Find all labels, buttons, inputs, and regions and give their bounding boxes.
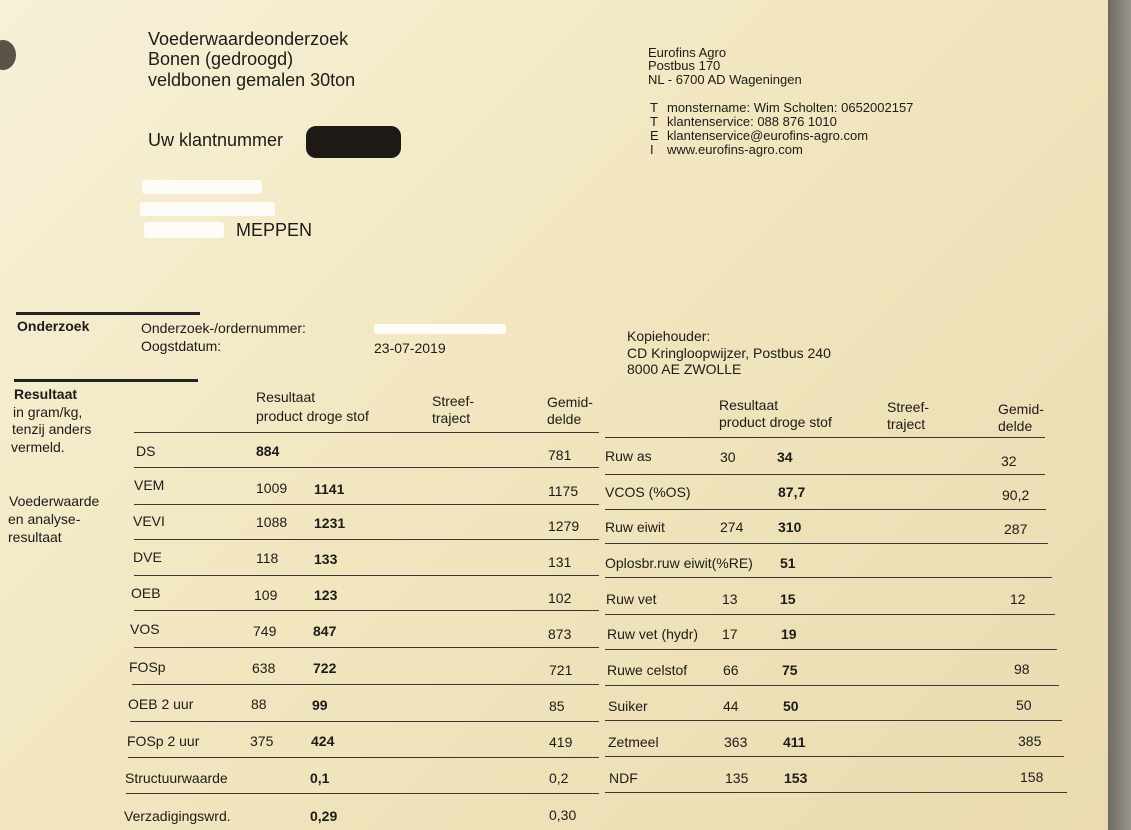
harvest-date-label: Oogstdatum: <box>141 338 222 354</box>
average-value: 873 <box>548 626 572 642</box>
ds-value: 15 <box>780 591 796 607</box>
contact-prefix: E <box>650 128 659 143</box>
product-value: 30 <box>720 449 736 465</box>
ds-value: 424 <box>311 733 335 749</box>
product-value: 44 <box>723 698 739 714</box>
average-value: 158 <box>1020 769 1044 785</box>
analysis-name: Oplosbr.ruw eiwit(%RE) <box>605 555 753 571</box>
col-header-resultaat: Resultaat <box>256 389 316 405</box>
customer-number-label: Uw klantnummer <box>148 130 284 150</box>
row-rule <box>134 504 599 505</box>
analysis-name: Ruw as <box>605 448 652 464</box>
row-rule <box>134 647 599 648</box>
address-redaction-2 <box>140 202 275 216</box>
lab-address: NL - 6700 AD Wageningen <box>648 72 802 87</box>
average-value: 12 <box>1010 591 1026 607</box>
analysis-name: DS <box>136 443 156 459</box>
col-header-delde: delde <box>998 418 1033 434</box>
product-value: 66 <box>723 662 739 678</box>
ds-value: 51 <box>780 555 796 571</box>
analysis-name: Ruwe celstof <box>607 662 688 678</box>
resultaat-label: Resultaat <box>14 386 78 402</box>
ds-value: 884 <box>256 443 280 459</box>
col-header-delde: delde <box>547 411 582 427</box>
row-rule <box>605 756 1064 757</box>
ds-value: 1141 <box>314 481 345 497</box>
ds-value: 75 <box>782 662 798 678</box>
ds-value: 1231 <box>314 515 346 531</box>
sample-description: veldbonen gemalen 30ton <box>148 70 356 90</box>
average-value: 1279 <box>548 518 580 534</box>
ds-value: 0,29 <box>310 808 338 824</box>
average-value: 85 <box>549 698 565 714</box>
ds-value: 411 <box>783 734 806 750</box>
contact-prefix: T <box>650 114 658 129</box>
ds-value: 153 <box>784 770 808 786</box>
row-rule <box>128 757 599 758</box>
analysis-name: Ruw vet (hydr) <box>607 626 699 642</box>
onderzoek-label: Onderzoek <box>17 318 90 334</box>
analysis-name: Ruw vet <box>606 591 657 607</box>
unit-note: tenzij anders <box>12 421 92 437</box>
product-value: 118 <box>256 550 279 566</box>
col-header-streef: Streef- <box>887 399 930 415</box>
row-rule <box>605 685 1059 686</box>
contact-email: klantenservice@eurofins-agro.com <box>667 128 869 143</box>
contact-sampling: monstername: Wim Scholten: 0652002157 <box>667 100 914 115</box>
row-rule <box>605 543 1048 544</box>
product-value: 749 <box>253 623 277 639</box>
ds-value: 0,1 <box>310 770 330 786</box>
ds-value: 310 <box>778 519 802 535</box>
row-rule <box>134 467 599 468</box>
product-value: 13 <box>722 591 738 607</box>
product-value: 17 <box>722 626 738 642</box>
row-rule <box>605 577 1052 578</box>
unit-note: vermeld. <box>11 439 65 455</box>
analysis-name: VEVI <box>133 513 165 529</box>
average-value: 50 <box>1016 697 1032 713</box>
product-value: 1009 <box>256 480 288 496</box>
side-label: en analyse- <box>8 511 81 527</box>
header-rule <box>134 432 599 433</box>
average-value: 32 <box>1001 453 1017 469</box>
col-header-streef: Streef- <box>432 393 475 409</box>
average-value: 0,30 <box>549 807 577 823</box>
average-value: 1175 <box>548 483 579 499</box>
average-value: 131 <box>548 554 572 570</box>
side-label: resultaat <box>8 529 62 545</box>
analysis-name: FOSp <box>129 659 166 675</box>
ds-value: 99 <box>312 697 328 713</box>
contact-website: www.eurofins-agro.com <box>667 142 803 157</box>
row-rule <box>605 614 1055 615</box>
report-title: Voederwaardeonderzoek <box>148 29 349 49</box>
section-rule <box>16 312 200 315</box>
contact-service-phone: klantenservice: 088 876 1010 <box>667 114 837 129</box>
analysis-name: OEB <box>131 585 161 601</box>
analysis-name: Ruw eiwit <box>605 519 665 535</box>
average-value: 287 <box>1004 521 1028 537</box>
average-value: 0,2 <box>549 770 569 786</box>
row-rule <box>605 474 1045 475</box>
harvest-date: 23-07-2019 <box>374 340 446 356</box>
product-value: 363 <box>724 734 748 750</box>
row-rule <box>134 610 599 611</box>
analysis-name: Verzadigingswrd. <box>124 808 231 824</box>
analysis-name: VCOS (%OS) <box>605 484 691 500</box>
order-number-label: Onderzoek-/ordernummer: <box>141 320 306 336</box>
product-value: 88 <box>251 696 267 712</box>
row-rule <box>605 649 1057 650</box>
contact-prefix: I <box>650 142 654 157</box>
product-value: 1088 <box>256 514 288 530</box>
col-header-traject: traject <box>432 410 471 426</box>
product-value: 375 <box>250 733 274 749</box>
side-label: Voederwaarde <box>9 493 100 509</box>
average-value: 90,2 <box>1002 487 1030 503</box>
address-redaction-3 <box>144 222 224 238</box>
ds-value: 87,7 <box>778 484 806 500</box>
analysis-name: OEB 2 uur <box>128 696 194 712</box>
address-redaction-1 <box>142 180 262 194</box>
analysis-name: FOSp 2 uur <box>127 733 200 749</box>
copy-holder-label: Kopiehouder: <box>627 328 711 344</box>
col-header-product-ds: product droge stof <box>719 414 832 430</box>
average-value: 721 <box>549 662 573 678</box>
analysis-name: DVE <box>133 549 162 565</box>
analysis-name: Zetmeel <box>608 734 659 750</box>
row-rule <box>605 720 1062 721</box>
col-header-gemid: Gemid- <box>998 401 1044 417</box>
product-type: Bonen (gedroogd) <box>148 49 294 69</box>
customer-number-redaction <box>306 126 401 158</box>
average-value: 781 <box>548 447 572 463</box>
product-value: 638 <box>252 660 276 676</box>
average-value: 385 <box>1018 733 1042 749</box>
product-value: 135 <box>725 770 749 786</box>
col-header-traject: traject <box>887 416 926 432</box>
row-rule <box>134 539 599 540</box>
ds-value: 847 <box>313 623 337 639</box>
ds-value: 722 <box>313 660 337 676</box>
col-header-product-ds: product droge stof <box>256 408 369 424</box>
copy-holder-line: 8000 AE ZWOLLE <box>627 361 742 377</box>
contact-prefix: T <box>650 100 658 115</box>
lab-postbus: Postbus 170 <box>648 58 721 73</box>
header-rule <box>605 437 1045 438</box>
row-rule <box>132 684 599 685</box>
customer-city: MEPPEN <box>236 220 313 240</box>
ds-value: 19 <box>781 626 797 642</box>
product-value: 274 <box>720 519 744 535</box>
row-rule <box>130 721 599 722</box>
punch-hole <box>0 40 16 70</box>
lab-name: Eurofins Agro <box>648 45 727 60</box>
average-value: 98 <box>1014 661 1030 677</box>
col-header-resultaat: Resultaat <box>719 397 779 413</box>
row-rule <box>126 793 599 794</box>
copy-holder-line: CD Kringloopwijzer, Postbus 240 <box>627 345 831 361</box>
section-rule <box>14 379 198 382</box>
analysis-name: NDF <box>609 770 638 786</box>
row-rule <box>134 575 599 576</box>
order-number-redaction <box>374 324 506 334</box>
analysis-name: VEM <box>134 477 165 493</box>
col-header-gemid: Gemid- <box>547 394 593 410</box>
analysis-name: VOS <box>130 621 160 637</box>
row-rule <box>605 509 1046 510</box>
ds-value: 123 <box>314 587 338 603</box>
ds-value: 133 <box>314 551 338 567</box>
unit-note: in gram/kg, <box>13 404 83 420</box>
row-rule <box>605 792 1067 793</box>
ds-value: 50 <box>783 698 799 714</box>
analysis-name: Structuurwaarde <box>125 770 228 786</box>
analysis-name: Suiker <box>608 698 648 714</box>
ds-value: 34 <box>777 449 793 465</box>
average-value: 419 <box>549 734 573 750</box>
background-surface <box>1108 0 1131 830</box>
product-value: 109 <box>254 587 278 603</box>
average-value: 102 <box>548 590 572 606</box>
